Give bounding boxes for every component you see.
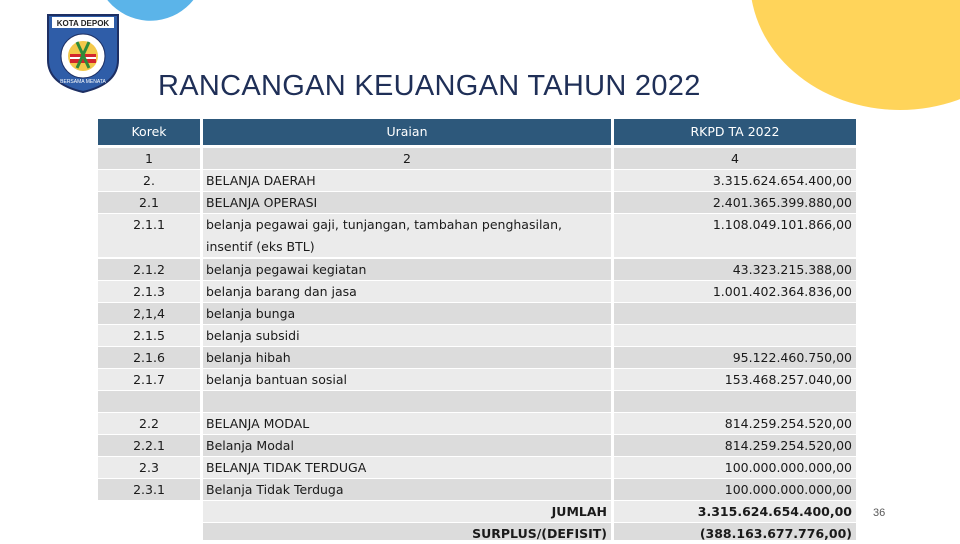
korek-cell: 2.3.1 — [98, 479, 200, 500]
uraian-cell: Belanja Tidak Terduga — [203, 479, 611, 500]
value-cell: 153.468.257.040,00 — [614, 369, 856, 390]
uraian-cell: belanja bunga — [203, 303, 611, 324]
numbering-uraian: 2 — [203, 148, 611, 169]
uraian-cell: Belanja Modal — [203, 435, 611, 456]
logo-motto: BERSAMA MENATA — [60, 79, 106, 85]
korek-cell: 2.1.5 — [98, 325, 200, 346]
korek-cell: 2,1,4 — [98, 303, 200, 324]
table-row — [98, 192, 858, 213]
uraian-cell: BELANJA TIDAK TERDUGA — [203, 457, 611, 478]
header-uraian: Uraian — [203, 119, 611, 145]
uraian-cell: belanja hibah — [203, 347, 611, 368]
value-cell: 100.000.000.000,00 — [614, 479, 856, 500]
korek-cell: 2.3 — [98, 457, 200, 478]
table-row — [98, 325, 858, 346]
header-rkpd: RKPD TA 2022 — [614, 119, 856, 145]
decorative-yellow-shape — [750, 0, 960, 110]
korek-cell: 2.2.1 — [98, 435, 200, 456]
korek-cell: 2.2 — [98, 413, 200, 434]
page-number: 36 — [873, 507, 886, 519]
value-cell — [614, 325, 856, 346]
table-row — [98, 369, 858, 390]
value-cell: 95.122.460.750,00 — [614, 347, 856, 368]
table-row — [98, 413, 858, 434]
korek-cell: 2.1.1 — [98, 214, 200, 257]
uraian-cell — [203, 391, 611, 412]
table-row — [98, 281, 858, 302]
table-row — [98, 214, 858, 257]
uraian-cell: BELANJA DAERAH — [203, 170, 611, 191]
value-cell: 1.108.049.101.866,00 — [614, 214, 856, 257]
korek-cell: 2.1.3 — [98, 281, 200, 302]
value-cell: 2.401.365.399.880,00 — [614, 192, 856, 213]
numbering-korek: 1 — [98, 148, 200, 169]
kota-depok-logo-icon — [45, 12, 121, 94]
uraian-cell: belanja pegawai gaji, tunjangan, tambahan penghasilan, insentif (eks BTL) — [203, 214, 611, 257]
uraian-cell: belanja subsidi — [203, 325, 611, 346]
surplus-korek-cell — [98, 523, 200, 544]
korek-cell — [98, 391, 200, 412]
surplus-row — [98, 523, 858, 544]
uraian-cell: belanja bantuan sosial — [203, 369, 611, 390]
table-row — [98, 303, 858, 324]
korek-cell: 2.1 — [98, 192, 200, 213]
table-row — [98, 170, 858, 191]
table-row-empty — [98, 391, 858, 412]
header-korek: Korek — [98, 119, 200, 145]
table-row — [98, 435, 858, 456]
korek-cell: 2.1.2 — [98, 259, 200, 280]
logo-text: KOTA DEPOK — [56, 19, 110, 28]
total-row — [98, 501, 858, 522]
table-row — [98, 479, 858, 500]
value-cell — [614, 391, 856, 412]
table-row — [98, 457, 858, 478]
uraian-cell: BELANJA OPERASI — [203, 192, 611, 213]
total-label: JUMLAH — [203, 501, 611, 522]
korek-cell: 2. — [98, 170, 200, 191]
table-row — [98, 347, 858, 368]
numbering-rkpd: 4 — [614, 148, 856, 169]
table-row — [98, 259, 858, 280]
value-cell: 43.323.215.388,00 — [614, 259, 856, 280]
value-cell: 814.259.254.520,00 — [614, 413, 856, 434]
total-korek-cell — [98, 501, 200, 522]
value-cell: 100.000.000.000,00 — [614, 457, 856, 478]
surplus-value: (388.163.677.776,00) — [614, 523, 856, 540]
korek-cell: 2.1.6 — [98, 347, 200, 368]
uraian-cell: belanja pegawai kegiatan — [203, 259, 611, 280]
surplus-label: SURPLUS/(DEFISIT) — [203, 523, 611, 540]
korek-cell: 2.1.7 — [98, 369, 200, 390]
value-cell — [614, 303, 856, 324]
value-cell: 814.259.254.520,00 — [614, 435, 856, 456]
numbering-row — [98, 148, 858, 169]
total-value: 3.315.624.654.400,00 — [614, 501, 856, 522]
value-cell: 1.001.402.364.836,00 — [614, 281, 856, 302]
value-cell: 3.315.624.654.400,00 — [614, 170, 856, 191]
page-title: RANCANGAN KEUANGAN TAHUN 2022 — [158, 70, 701, 102]
table-header — [98, 119, 858, 145]
uraian-cell: BELANJA MODAL — [203, 413, 611, 434]
uraian-cell: belanja barang dan jasa — [203, 281, 611, 302]
